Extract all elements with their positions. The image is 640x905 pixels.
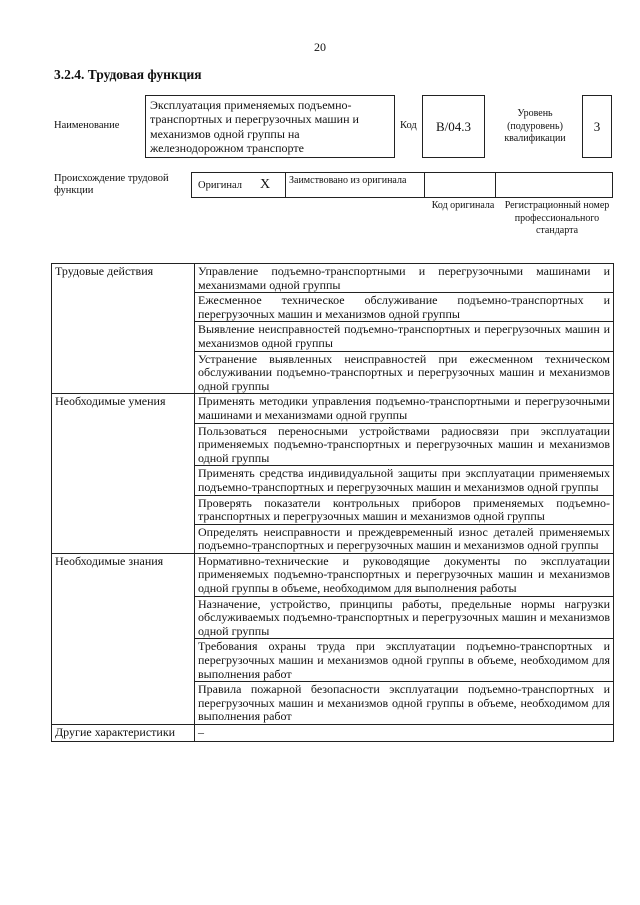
description-cell: Нормативно-технические и руководящие документы по эксплуатации применяемых подъемно-транспортных и перегрузочных машин и механизмов одной группы в объеме, необходимом для выполнения работы bbox=[195, 553, 614, 596]
function-details-body bbox=[52, 264, 614, 742]
qualification-level-value bbox=[582, 95, 612, 158]
section-title: 3.2.4. Трудовая функция bbox=[54, 67, 202, 82]
table-row bbox=[52, 394, 614, 423]
table-row bbox=[52, 553, 614, 596]
description-cell: Требования охраны труда при эксплуатации подъемно-транспортных и перегрузочных машин и механизмов одной группы в объеме, необходимом для выполнения работ bbox=[195, 639, 614, 682]
description-cell: Устранение выявленных неисправностей при ежесменном техническом обслуживании подъемно-транспортных и перегрузочных машин и механизмов одной группы bbox=[195, 351, 614, 394]
qualification-level-text: 3 bbox=[593, 118, 601, 134]
description-cell: Определять неисправности и преждевременный износ деталей применяемых подъемно-транспортных и перегрузочных машин и механизмов одной группы bbox=[195, 524, 614, 553]
description-cell: Пользоваться переносными устройствами радиосвязи при эксплуатации применяемых подъемно-транспортных и перегрузочных машин и механизмов одной группы bbox=[195, 423, 614, 466]
description-cell: Выявление неисправностей подъемно-транспортных и перегрузочных машин и механизмов одной группы bbox=[195, 322, 614, 351]
description-cell: Управление подъемно-транспортными и перегрузочными машинами и механизмами одной группы bbox=[195, 264, 614, 293]
origin-row bbox=[192, 172, 613, 198]
registration-number-cell bbox=[495, 172, 613, 198]
category-cell: Другие характеристики bbox=[52, 725, 195, 742]
origin-label: Происхождение трудовой функции bbox=[54, 173, 169, 196]
original-code-caption: Код оригинала bbox=[431, 200, 495, 211]
original-code-cell bbox=[424, 172, 496, 198]
description-cell: Применять методики управления подъемно-транспортными и перегрузочными машинами и механизмами одной группы bbox=[195, 394, 614, 423]
code-value-text: В/04.3 bbox=[435, 118, 472, 134]
borrowed-cell: Заимствовано из оригинала bbox=[285, 172, 425, 198]
code-value bbox=[422, 95, 485, 158]
description-cell: – bbox=[195, 725, 614, 742]
category-cell: Необходимые умения bbox=[52, 394, 195, 554]
description-cell: Правила пожарной безопасности эксплуатации подъемно-транспортных и перегрузочных машин и механизмов одной группы в объеме, необходимом для выполнения работ bbox=[195, 682, 614, 725]
name-label: Наименование bbox=[54, 120, 120, 131]
description-cell: Применять средства индивидуальной защиты при эксплуатации применяемых подъемно-транспортных и перегрузочных машин и механизмов одной группы bbox=[195, 466, 614, 495]
qualification-level-label: Уровень (подуровень) квалификации bbox=[504, 108, 566, 144]
original-label: Оригинал bbox=[198, 180, 242, 191]
description-cell: Ежесменное техническое обслуживание подъемно-транспортных и перегрузочных машин и механизмов одной группы bbox=[195, 293, 614, 322]
table-row bbox=[52, 725, 614, 742]
function-details-table bbox=[51, 263, 614, 742]
category-cell: Трудовые действия bbox=[52, 264, 195, 394]
original-cell bbox=[191, 172, 286, 198]
description-cell: Проверять показатели контрольных приборов применяемых подъемно-транспортных и перегрузочных машин и механизмов одной группы bbox=[195, 495, 614, 524]
original-mark: X bbox=[260, 177, 271, 192]
code-label: Код bbox=[400, 120, 417, 131]
category-cell: Необходимые знания bbox=[52, 553, 195, 724]
function-name-value: Эксплуатация применяемых подъемно-транспортных и перегрузочных машин и механизмов одной группы на железнодорожном транспорте bbox=[145, 95, 395, 158]
page-number: 20 bbox=[314, 40, 326, 54]
table-row bbox=[52, 264, 614, 293]
description-cell: Назначение, устройство, принципы работы, предельные нормы нагрузки обслуживаемых подъемно-транспортных и перегрузочных машин и механизмов одной группы bbox=[195, 596, 614, 639]
registration-number-caption: Регистрационный номер профессионального стандарта bbox=[504, 200, 610, 236]
